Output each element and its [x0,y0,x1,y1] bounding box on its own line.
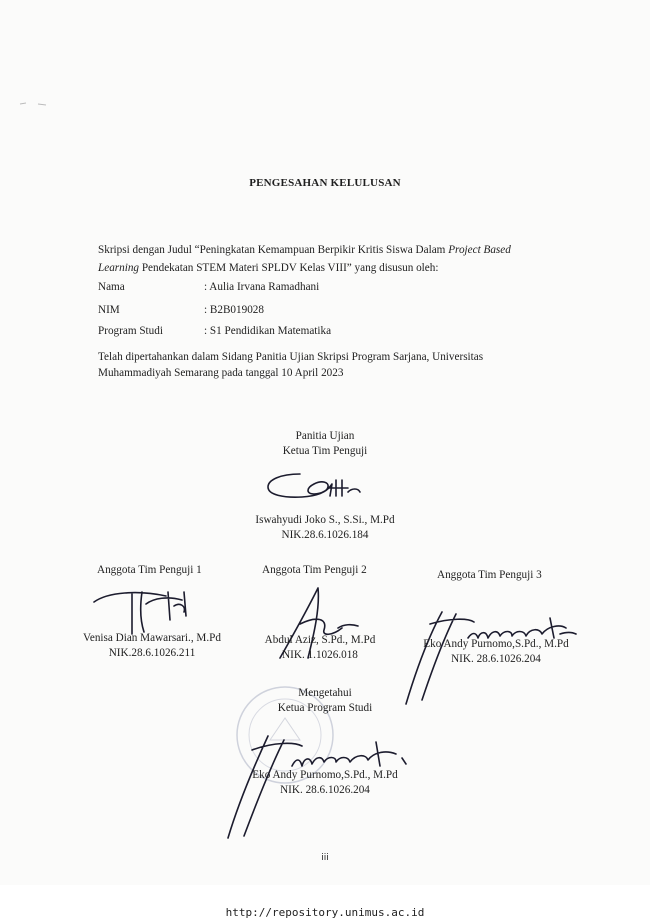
examiner-2-nik: NIK. 1.1026.018 [282,649,358,661]
intro-text-b: Pendekatan STEM Materi SPLDV Kelas VIII” yang disusun oleh: [139,262,439,274]
examiner-3-nik: NIK. 28.6.1026.204 [451,653,541,665]
repository-url: http://repository.unimus.ac.id [225,906,425,919]
approval-role: Ketua Program Studi [277,702,373,714]
intro-text-a: Skripsi dengan Judul “Peningkatan Kemampuan Berpikir Kritis Siswa Dalam [98,244,449,256]
field-value: : S1 Pendidikan Matematika [204,325,332,337]
chair-name: Iswahyudi Joko S., S.Si., M.Pd [255,514,395,526]
document-title: PENGESAHAN KELULUSAN [249,177,401,189]
scan-smudge [18,100,58,108]
approval-name: Eko Andy Purnomo,S.Pd., M.Pd [252,769,398,781]
committee-header [225,429,425,459]
field-nim [98,304,264,316]
field-value: : B2B019028 [204,304,264,316]
examiner-1-identity [72,631,232,661]
examiner-1-name: Venisa Dian Mawarsari., M.Pd [83,632,221,644]
examiner-1-nik: NIK.28.6.1026.211 [108,647,196,659]
approval-header [225,686,425,716]
chair-identity [210,513,440,543]
field-label: NIM [98,304,120,316]
chair-nik: NIK.28.6.1026.184 [281,529,369,541]
defense-line-2: Muhammadiyah Semarang pada tanggal 10 April 2023 [98,367,344,379]
examiner-1-role: Anggota Tim Penguji 1 [97,564,202,576]
examiner-3-name: Eko Andy Purnomo,S.Pd., M.Pd [423,638,569,650]
approval-identity [220,768,430,798]
defense-statement [98,349,558,381]
page-number: iii [321,853,329,863]
examiner-2-name: Abdul Aziz, S.Pd., M.Pd [264,634,376,646]
approval-nik: NIK. 28.6.1026.204 [280,784,370,796]
committee-heading: Panitia Ujian [295,430,355,442]
examiner-3-role: Anggota Tim Penguji 3 [437,569,542,581]
field-nama [98,281,319,293]
intro-italic-a: Project Based [448,244,511,256]
field-program-studi [98,325,331,337]
field-value: : Aulia Irvana Ramadhani [204,281,320,293]
examiner-2-identity [245,633,395,663]
field-label: Program Studi [98,325,163,337]
examiner-2-role: Anggota Tim Penguji 2 [262,564,367,576]
chair-role: Ketua Tim Penguji [282,445,368,457]
chair-signature [262,470,372,506]
thesis-title-paragraph [98,241,558,277]
defense-line-1: Telah dipertahankan dalam Sidang Panitia Ujian Skripsi Program Sarjana, Universitas [98,351,484,363]
approval-heading: Mengetahui [298,687,352,699]
examiner-3-identity [408,637,584,667]
intro-italic-b: Learning [98,262,140,274]
field-label: Nama [98,281,125,293]
